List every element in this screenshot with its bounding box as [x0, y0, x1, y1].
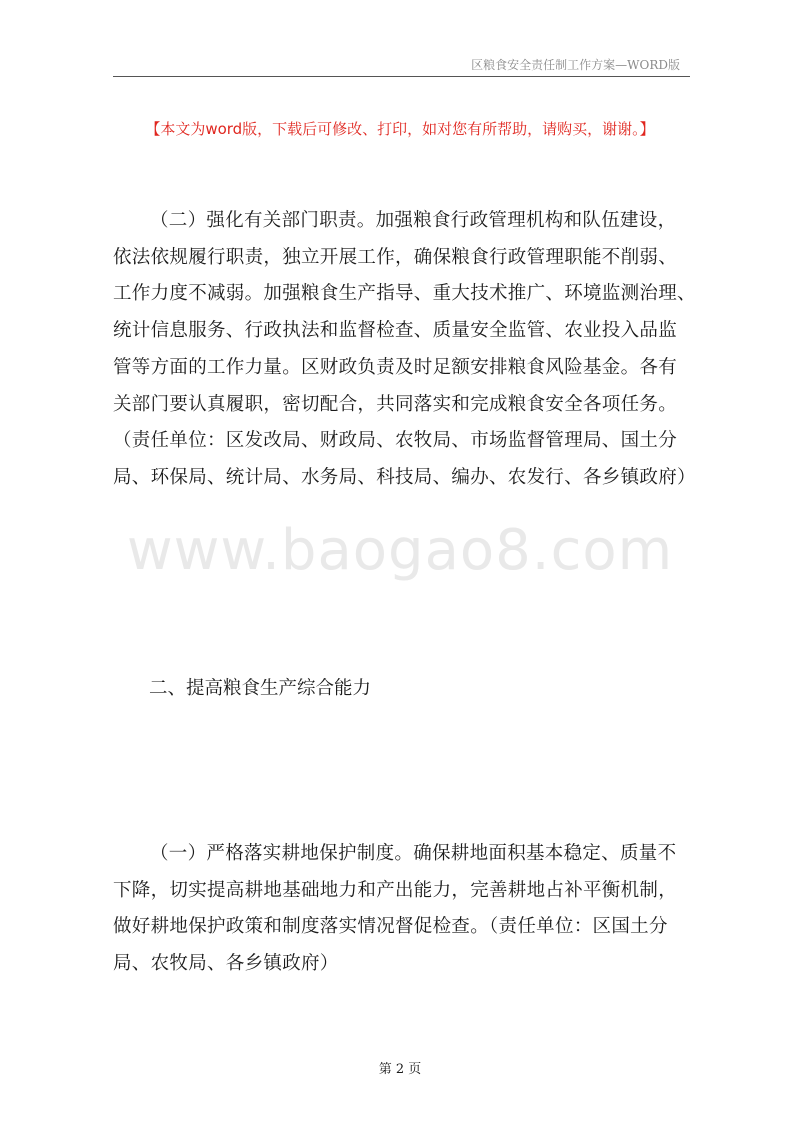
text-line: 管等方面的工作力量。区财政负责及时足额安排粮食风险基金。各有 — [113, 356, 678, 378]
text-line: 做好耕地保护政策和制度落实情况督促检查。（责任单位：区国土分 — [113, 916, 668, 938]
text-line: 局、环保局、统计局、水务局、科技局、编办、农发行、各乡镇政府） — [113, 466, 696, 488]
page-number: 第 2 页 — [378, 1062, 422, 1077]
text-line: 依法依规履行职责，独立开展工作，确保粮食行政管理职能不削弱、 — [113, 246, 678, 268]
paragraph-farmland-protection — [113, 836, 691, 983]
watermark: www.baogao8.com — [126, 518, 674, 583]
header-divider — [113, 76, 690, 77]
text-line: 关部门要认真履职，密切配合，共同落实和完成粮食安全各项任务。 — [113, 393, 678, 415]
paragraph-department-duties — [113, 203, 696, 497]
text-line: （二）强化有关部门职责。加强粮食行政管理机构和队伍建设， — [150, 210, 677, 231]
text-line: 工作力度不减弱。加强粮食生产指导、重大技术推广、环境监测治理、 — [113, 283, 696, 305]
text-line: （一）严格落实耕地保护制度。确保耕地面积基本稳定、质量不 — [150, 843, 677, 864]
text-line: 局、农牧局、各乡镇政府） — [113, 953, 339, 975]
purchase-notice: 【本文为word版，下载后可修改、打印，如对您有所帮助，请购买，谢谢。】 — [145, 120, 655, 138]
text-line: （责任单位：区发改局、财政局、农牧局、市场监督管理局、国土分 — [113, 430, 678, 452]
running-header: 区粮食安全责任制工作方案—WORD版 — [471, 58, 680, 72]
text-line: 下降，切实提高耕地基础地力和产出能力，完善耕地占补平衡机制， — [113, 879, 678, 901]
text-line: 统计信息服务、行政执法和监督检查、质量安全监管、农业投入品监 — [113, 320, 678, 342]
section-heading: 二、提高粮食生产综合能力 — [149, 678, 372, 699]
